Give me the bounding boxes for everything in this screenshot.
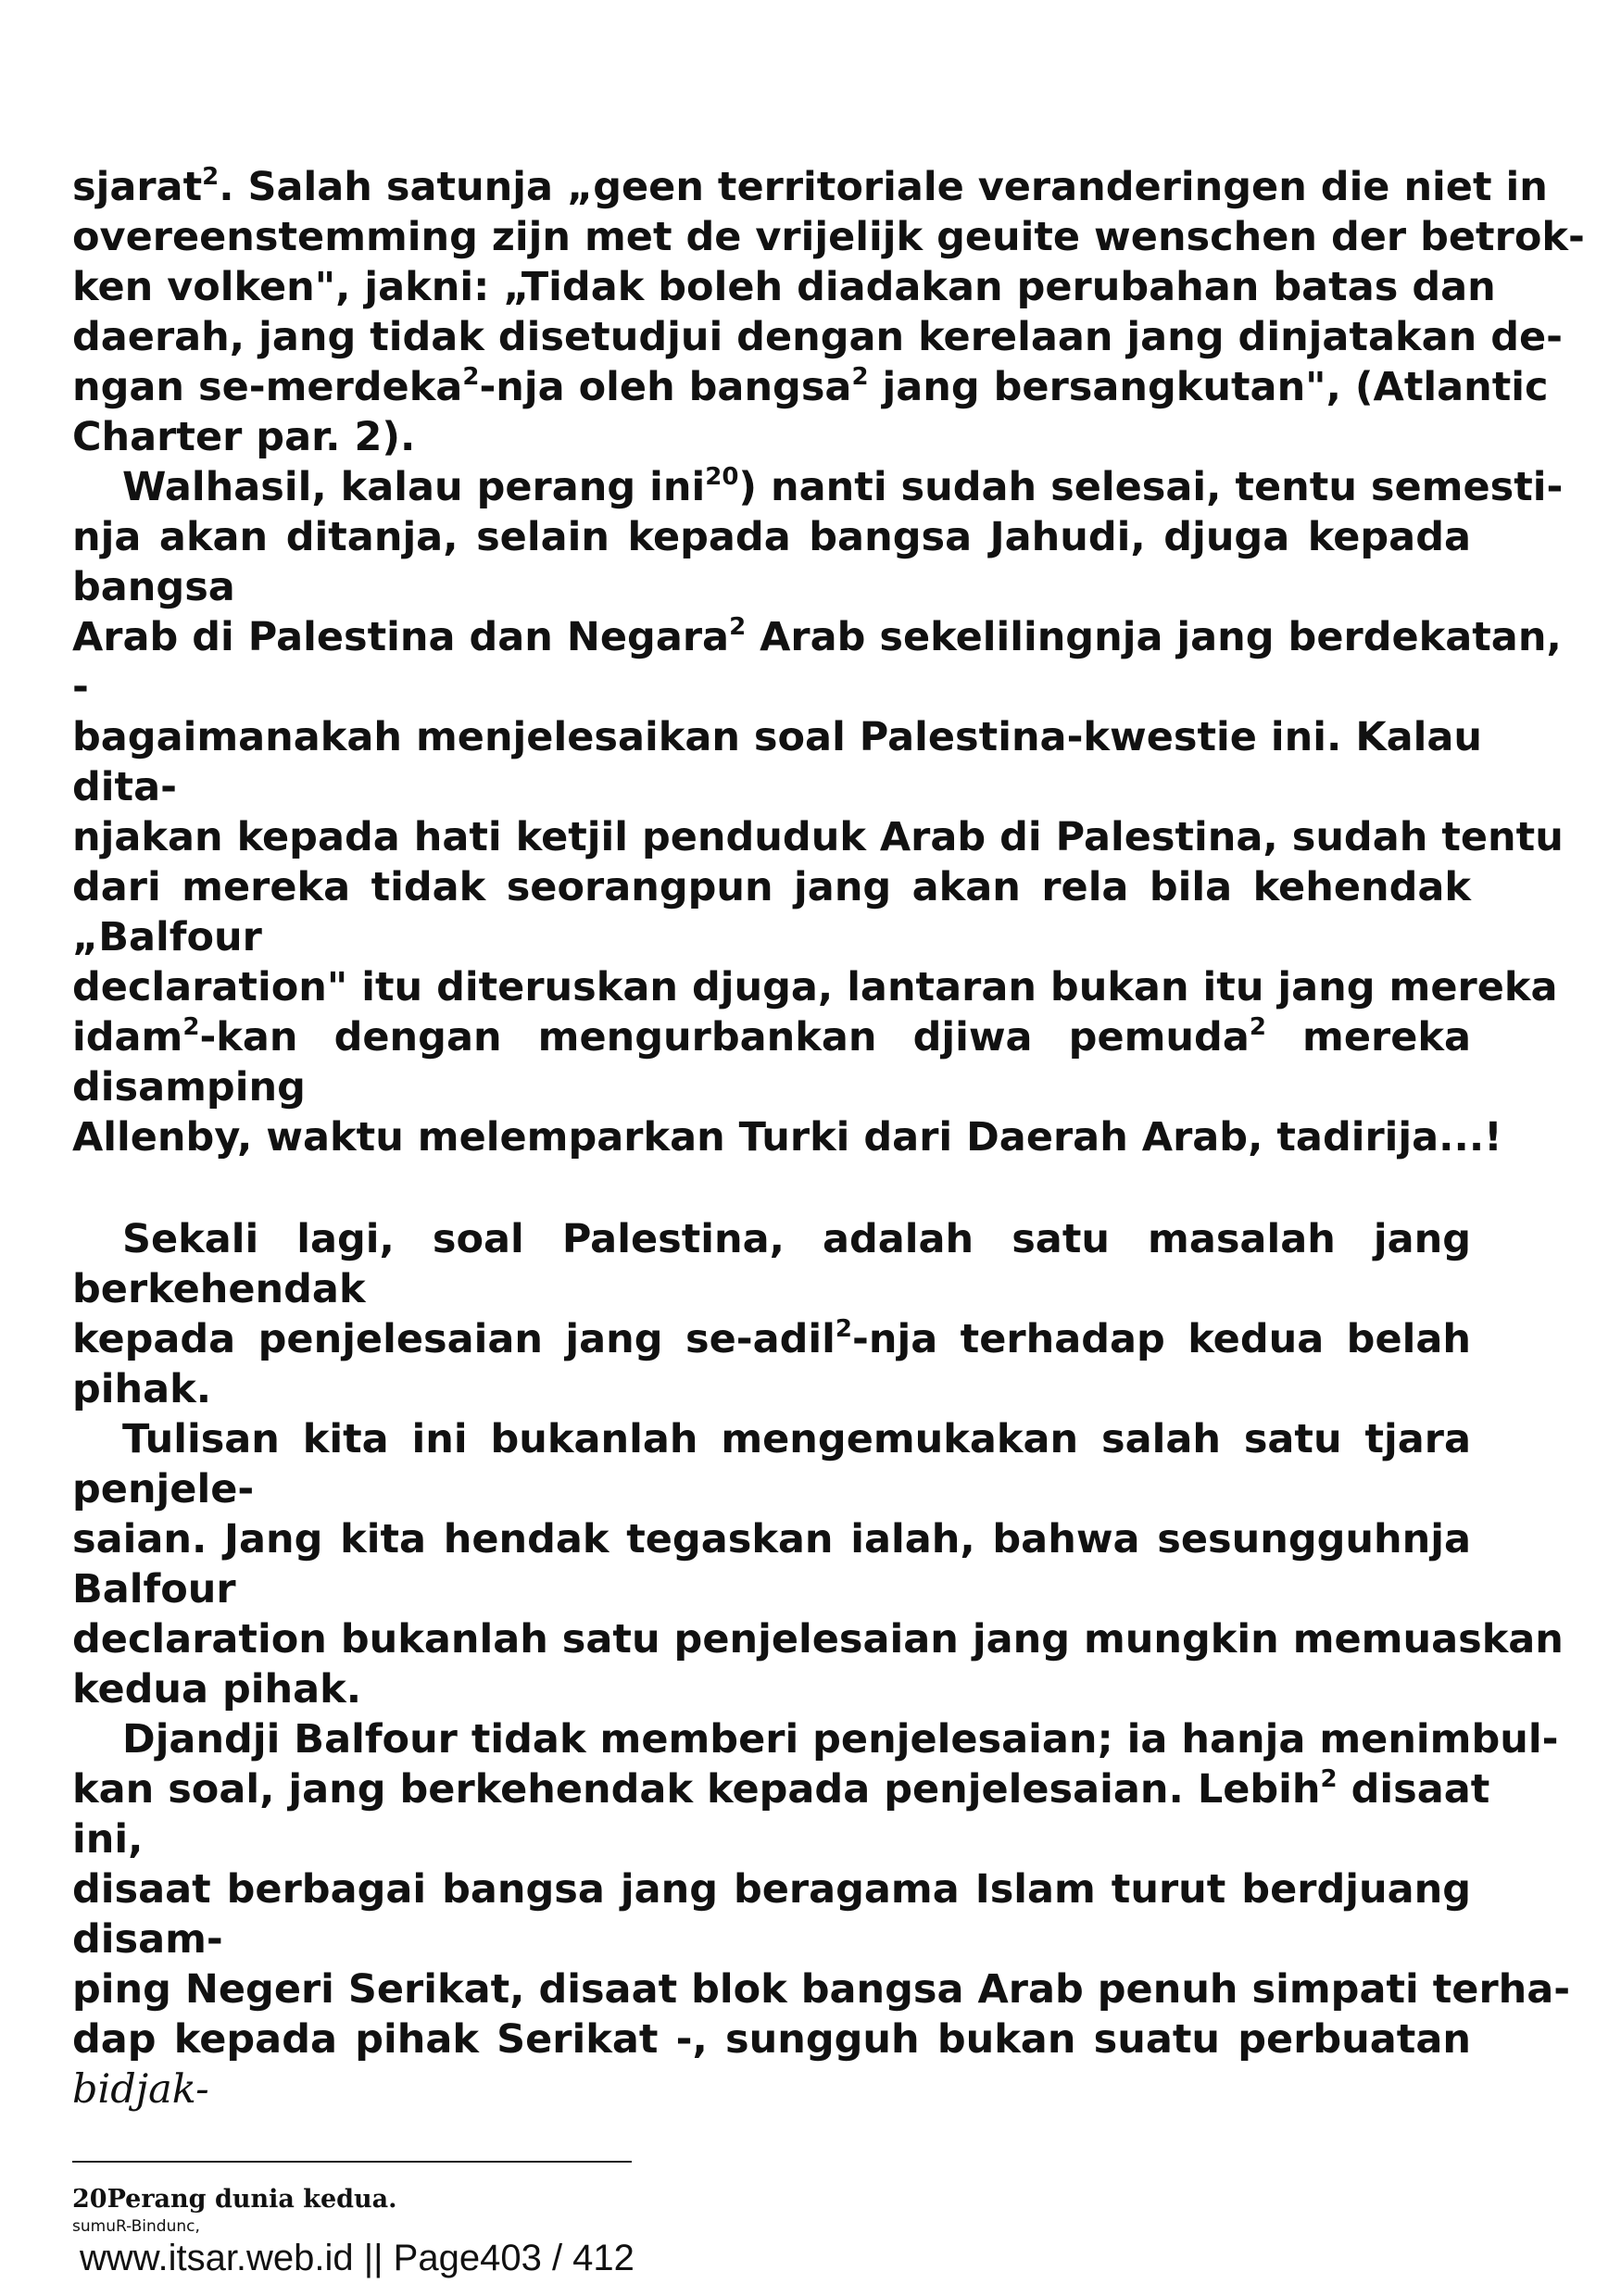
text-line: declaration bukanlah satu penjelesaian jang mungkin memuaskan	[72, 1616, 1564, 1662]
text-line: ken volken", jakni: „Tidak boleh diadakan perubahan batas dan	[72, 264, 1496, 310]
text-line: „Balfour	[72, 914, 262, 960]
footnote-number: 20	[72, 2185, 107, 2214]
text-line: nja akan ditanja, selain kepada bangsa Jahudi, djuga kepada	[72, 514, 1471, 560]
footnote-divider	[72, 2161, 632, 2163]
text-line: kedua pihak.	[72, 1666, 362, 1713]
footnote	[72, 2185, 397, 2214]
text-line: kan soal, jang berkehendak kepada penjelesaian. Lebih$^2$ disaat	[72, 1765, 1490, 1813]
paragraph-gap	[72, 1162, 1471, 1214]
text-line: kepada penjelesaian jang se-adil$^2$-nja terhadap kedua belah	[72, 1315, 1471, 1362]
text-line: idam$^2$-kan dengan mengurbankan djiwa pemuda$^2$ mereka	[72, 1013, 1471, 1060]
text-line: dita-	[72, 764, 177, 810]
text-line: Djandji Balfour tidak memberi penjelesaian; ia hanja menimbul-	[122, 1716, 1559, 1763]
text-line: Sekali lagi, soal Palestina, adalah satu masalah jang	[122, 1216, 1471, 1262]
text-line: disam-	[72, 1916, 223, 1963]
text-line: ngan se-merdeka$^2$-nja oleh bangsa$^2$ jang bersangkutan", (Atlantic	[72, 363, 1549, 410]
footnote-ref: 20	[705, 463, 739, 491]
text-line: ping Negeri Serikat, disaat blok bangsa Arab penuh simpati terha-	[72, 1966, 1571, 2013]
text-line: overeenstemming zijn met de vrijelijk geuite wenschen der betrok-	[72, 214, 1585, 260]
text-line: saian. Jang kita hendak tegaskan ialah, bahwa sesungguhnja	[72, 1516, 1471, 1562]
text-line: Charter par. 2).	[72, 414, 416, 460]
scan-credit: sumuR-Bindunc,	[72, 2217, 200, 2236]
text-line: disamping	[72, 1064, 306, 1110]
text-line: disaat berbagai bangsa jang beragama Islam turut berdjuang	[72, 1866, 1471, 1913]
text-line: sjarat$^2$. Salah satunja „geen territoriale veranderingen die niet in	[72, 163, 1548, 210]
text-line: Tulisan kita ini bukanlah mengemukakan salah satu tjara	[122, 1416, 1471, 1462]
text-line: dari mereka tidak seorangpun jang akan rela bila kehendak	[72, 864, 1471, 910]
text-line: bagaimanakah menjelesaikan soal Palestina-kwestie ini. Kalau	[72, 714, 1483, 760]
text-line: daerah, jang tidak disetudjui dengan kerelaan jang dinjatakan de-	[72, 314, 1563, 360]
footnote-text: Perang dunia kedua.	[107, 2185, 397, 2214]
text-line: bidjak-	[72, 2066, 209, 2113]
text-line: Walhasil, kalau perang ini$^{20}$) nanti sudah selesai, tentu semesti-	[122, 463, 1564, 510]
superscript-2: 2	[202, 163, 220, 191]
text-line: Arab di Palestina dan Negara$^2$ Arab sekelilingnja jang berdekatan,	[72, 613, 1562, 660]
text-line: Allenby, waktu melemparkan Turki dari Daerah Arab, tadirija...!	[72, 1114, 1502, 1161]
page-footer: www.itsar.web.id || Page403 / 412	[80, 2238, 635, 2278]
text-line: Balfour	[72, 1566, 236, 1612]
text-line: declaration" itu diteruskan djuga, lantaran bukan itu jang mereka	[72, 964, 1558, 1010]
text-line: berkehendak	[72, 1266, 366, 1312]
text-line: penjele-	[72, 1466, 255, 1512]
text-line: njakan kepada hati ketjil penduduk Arab di Palestina, sudah tentu	[72, 814, 1564, 860]
text-line: bangsa	[72, 564, 235, 610]
body-text	[72, 162, 1585, 2114]
text-line: pihak.	[72, 1366, 212, 1412]
text-line: ini,	[72, 1816, 144, 1863]
text-line: -	[72, 664, 89, 710]
text-line: dap kepada pihak Serikat -, sungguh bukan suatu perbuatan	[72, 2016, 1471, 2063]
